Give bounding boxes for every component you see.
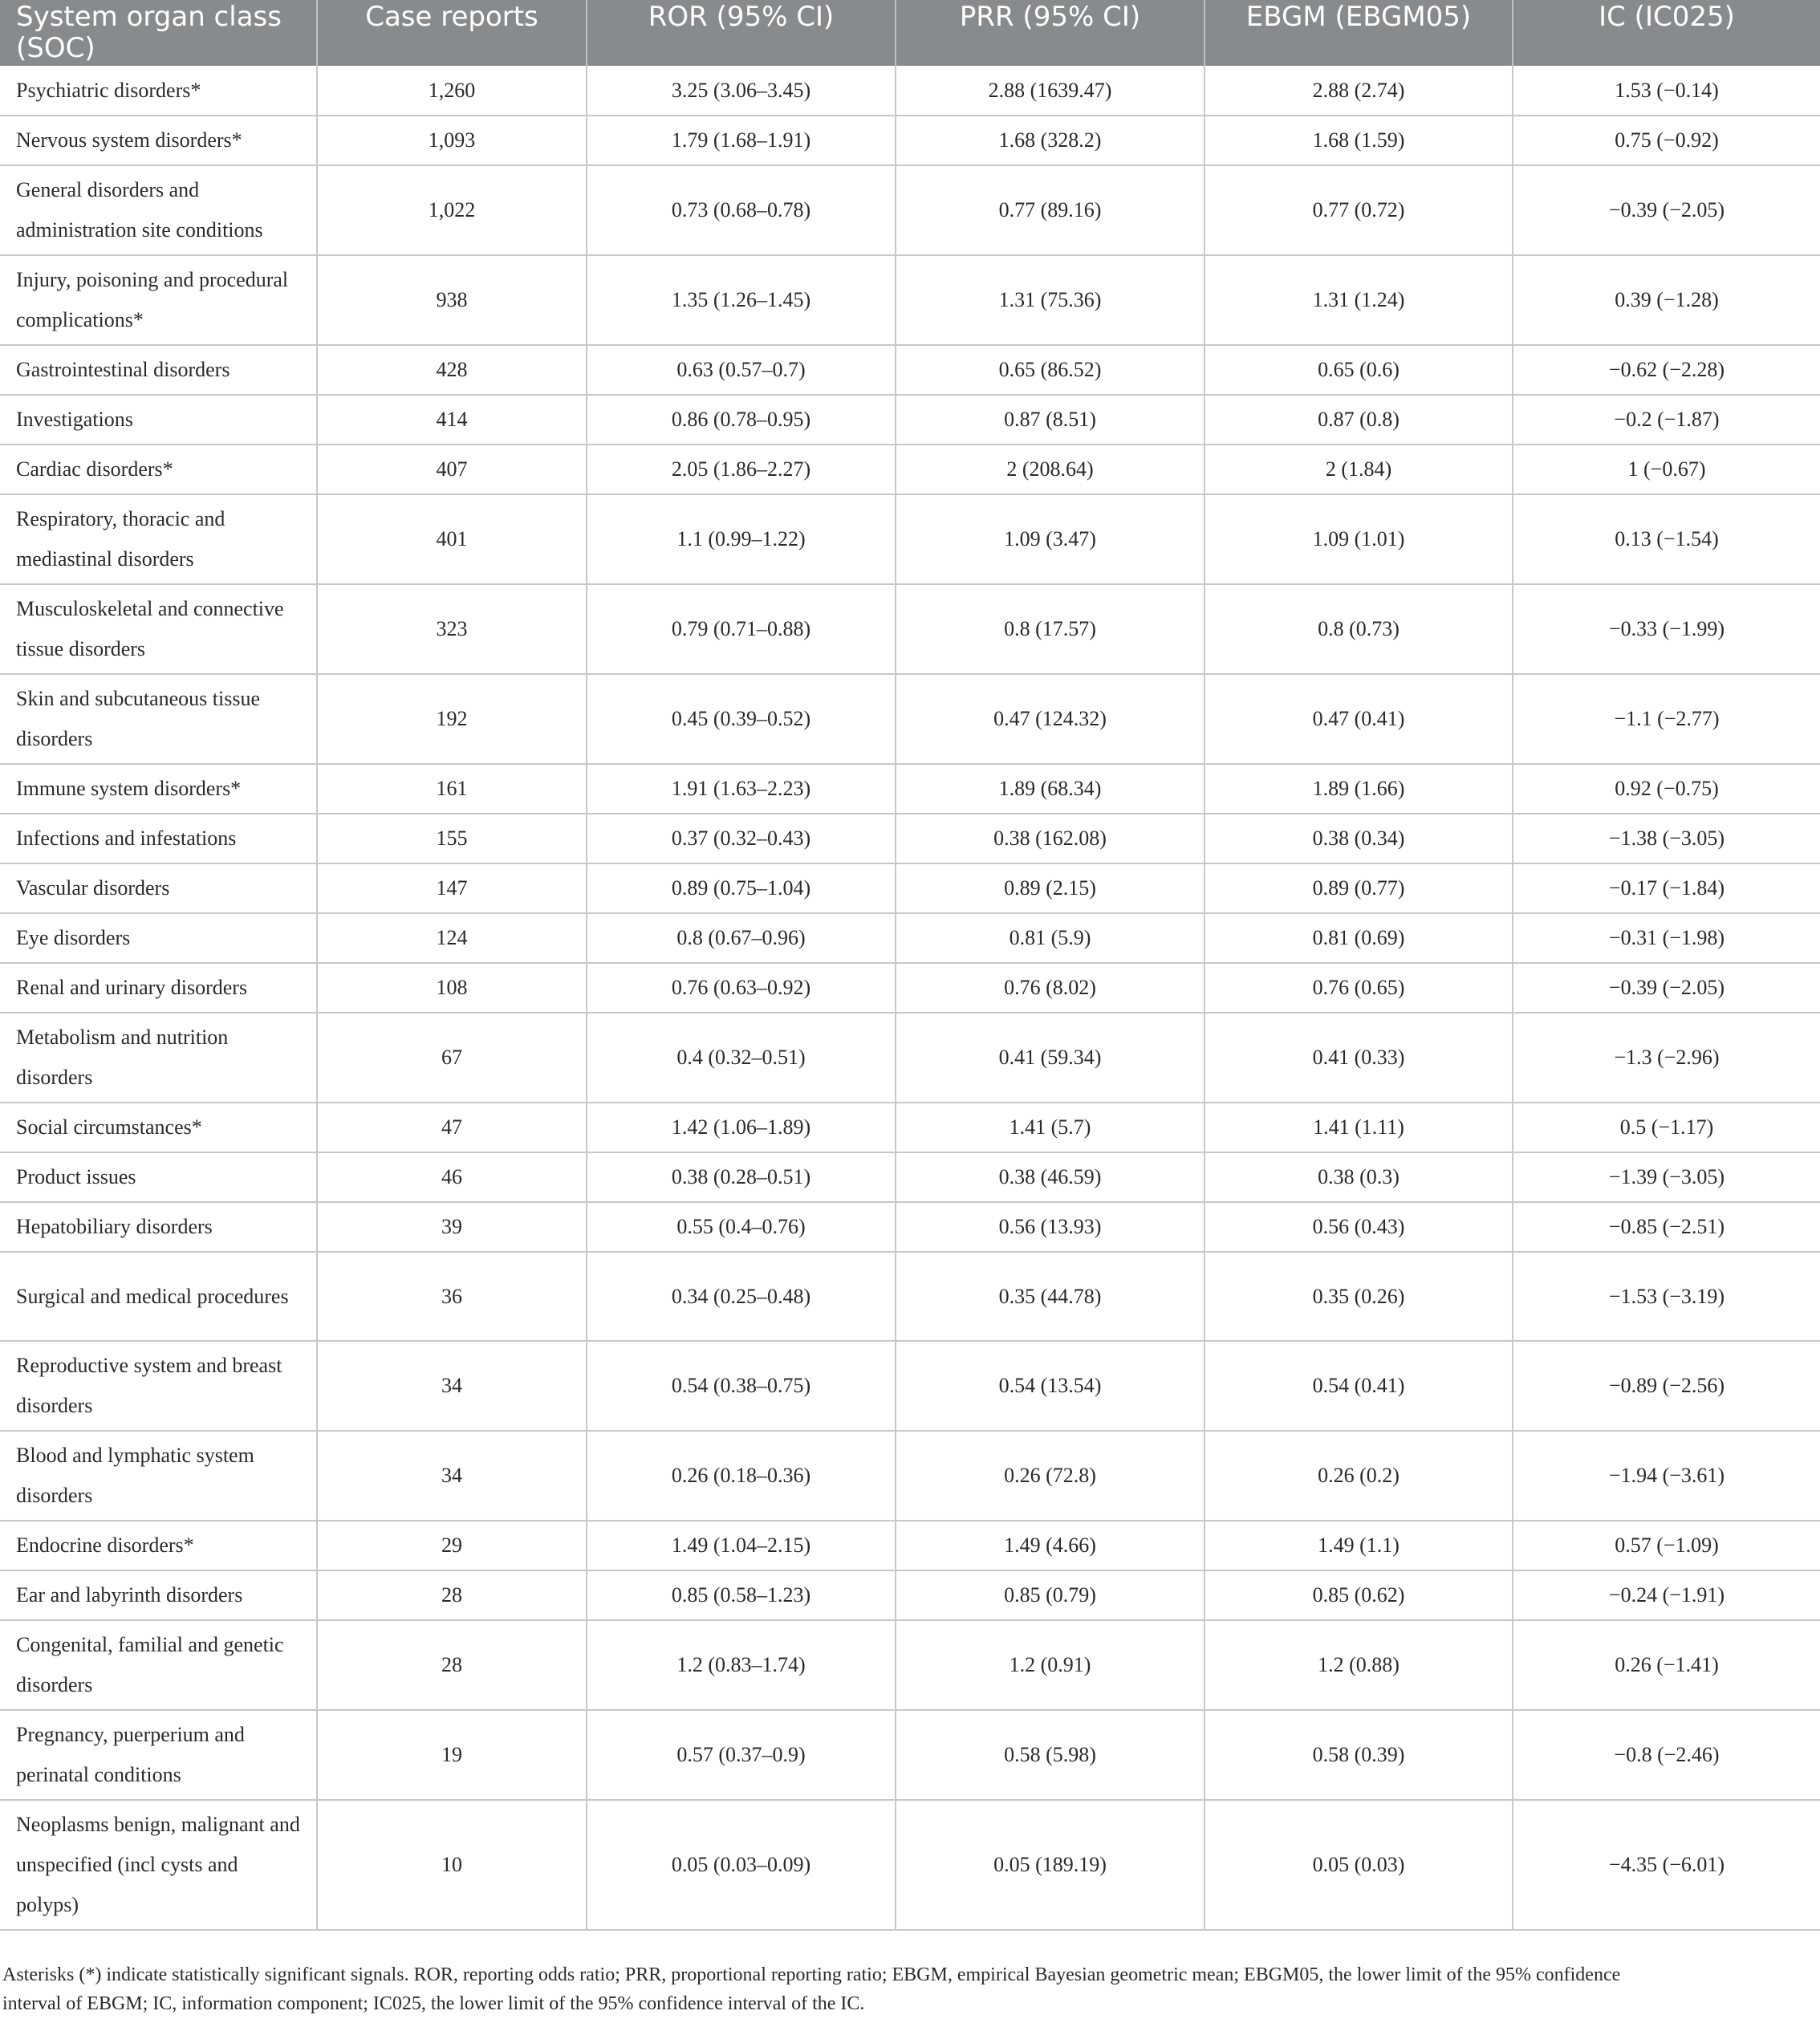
header-prr: PRR (95% CI) xyxy=(896,0,1205,66)
prr-cell: 2.88 (1639.47) xyxy=(896,66,1205,116)
soc-cell: Vascular disorders xyxy=(0,863,317,913)
ic-cell: 0.92 (−0.75) xyxy=(1513,764,1820,814)
prr-cell: 1.31 (75.36) xyxy=(896,255,1205,345)
ebgm-cell: 1.49 (1.1) xyxy=(1205,1521,1513,1570)
ic-cell: −0.17 (−1.84) xyxy=(1513,863,1820,913)
ror-cell: 0.8 (0.67–0.96) xyxy=(587,913,896,963)
table-row xyxy=(0,674,1820,764)
ebgm-cell: 1.31 (1.24) xyxy=(1205,255,1513,345)
table-row xyxy=(0,165,1820,255)
ebgm-cell: 0.35 (0.26) xyxy=(1205,1252,1513,1341)
prr-cell: 0.56 (13.93) xyxy=(896,1202,1205,1252)
soc-cell: Product issues xyxy=(0,1152,317,1202)
header-ic: IC (IC025) xyxy=(1513,0,1820,66)
table-row xyxy=(0,963,1820,1013)
ebgm-cell: 1.41 (1.11) xyxy=(1205,1103,1513,1152)
table-row xyxy=(0,66,1820,116)
soc-cell: Psychiatric disorders* xyxy=(0,66,317,116)
ic-cell: −1.38 (−3.05) xyxy=(1513,814,1820,863)
table-row xyxy=(0,1252,1820,1341)
prr-cell: 0.87 (8.51) xyxy=(896,395,1205,445)
soc-cell: Investigations xyxy=(0,395,317,445)
case-reports-cell: 10 xyxy=(317,1800,587,1930)
soc-cell: Endocrine disorders* xyxy=(0,1521,317,1570)
ic-cell: 0.39 (−1.28) xyxy=(1513,255,1820,345)
soc-cell: Gastrointestinal disorders xyxy=(0,345,317,395)
header-soc: System organ class (SOC) xyxy=(0,0,317,66)
table-row xyxy=(0,1800,1820,1930)
ror-cell: 0.45 (0.39–0.52) xyxy=(587,674,896,764)
prr-cell: 0.47 (124.32) xyxy=(896,674,1205,764)
ebgm-cell: 0.8 (0.73) xyxy=(1205,584,1513,674)
ic-cell: 0.5 (−1.17) xyxy=(1513,1103,1820,1152)
soc-cell: General disorders and administration site conditions xyxy=(0,165,317,255)
table-row xyxy=(0,1103,1820,1152)
prr-cell: 0.35 (44.78) xyxy=(896,1252,1205,1341)
soc-cell: Ear and labyrinth disorders xyxy=(0,1570,317,1620)
prr-cell: 0.81 (5.9) xyxy=(896,913,1205,963)
case-reports-cell: 28 xyxy=(317,1620,587,1710)
soc-cell: Neoplasms benign, malignant and unspecified (incl cysts and polyps) xyxy=(0,1800,317,1930)
ror-cell: 1.35 (1.26–1.45) xyxy=(587,255,896,345)
soc-cell: Respiratory, thoracic and mediastinal disorders xyxy=(0,494,317,584)
soc-cell: Congenital, familial and genetic disorders xyxy=(0,1620,317,1710)
ebgm-cell: 0.56 (0.43) xyxy=(1205,1202,1513,1252)
ebgm-cell: 0.38 (0.3) xyxy=(1205,1152,1513,1202)
soc-cell: Injury, poisoning and procedural complications* xyxy=(0,255,317,345)
prr-cell: 0.58 (5.98) xyxy=(896,1710,1205,1800)
case-reports-cell: 47 xyxy=(317,1103,587,1152)
ebgm-cell: 0.47 (0.41) xyxy=(1205,674,1513,764)
ror-cell: 1.42 (1.06–1.89) xyxy=(587,1103,896,1152)
case-reports-cell: 29 xyxy=(317,1521,587,1570)
table-row xyxy=(0,863,1820,913)
table-row xyxy=(0,1341,1820,1431)
ic-cell: −0.33 (−1.99) xyxy=(1513,584,1820,674)
table-row xyxy=(0,1013,1820,1103)
case-reports-cell: 108 xyxy=(317,963,587,1013)
soc-cell: Reproductive system and breast disorders xyxy=(0,1341,317,1431)
table-row xyxy=(0,1620,1820,1710)
ic-cell: −0.2 (−1.87) xyxy=(1513,395,1820,445)
ic-cell: 0.75 (−0.92) xyxy=(1513,116,1820,165)
case-reports-cell: 1,260 xyxy=(317,66,587,116)
ic-cell: −1.3 (−2.96) xyxy=(1513,1013,1820,1103)
ic-cell: −1.39 (−3.05) xyxy=(1513,1152,1820,1202)
ror-cell: 0.76 (0.63–0.92) xyxy=(587,963,896,1013)
ic-cell: −4.35 (−6.01) xyxy=(1513,1800,1820,1930)
case-reports-cell: 28 xyxy=(317,1570,587,1620)
prr-cell: 0.38 (46.59) xyxy=(896,1152,1205,1202)
ebgm-cell: 0.85 (0.62) xyxy=(1205,1570,1513,1620)
ror-cell: 1.1 (0.99–1.22) xyxy=(587,494,896,584)
ror-cell: 0.55 (0.4–0.76) xyxy=(587,1202,896,1252)
header-row xyxy=(0,0,1820,66)
prr-cell: 0.85 (0.79) xyxy=(896,1570,1205,1620)
ic-cell: −1.1 (−2.77) xyxy=(1513,674,1820,764)
ror-cell: 1.2 (0.83–1.74) xyxy=(587,1620,896,1710)
table-row xyxy=(0,814,1820,863)
ebgm-cell: 1.2 (0.88) xyxy=(1205,1620,1513,1710)
soc-cell: Skin and subcutaneous tissue disorders xyxy=(0,674,317,764)
soc-cell: Blood and lymphatic system disorders xyxy=(0,1431,317,1521)
prr-cell: 1.41 (5.7) xyxy=(896,1103,1205,1152)
prr-cell: 0.8 (17.57) xyxy=(896,584,1205,674)
ror-cell: 0.86 (0.78–0.95) xyxy=(587,395,896,445)
case-reports-cell: 1,093 xyxy=(317,116,587,165)
case-reports-cell: 401 xyxy=(317,494,587,584)
prr-cell: 0.76 (8.02) xyxy=(896,963,1205,1013)
prr-cell: 1.2 (0.91) xyxy=(896,1620,1205,1710)
case-reports-cell: 34 xyxy=(317,1431,587,1521)
case-reports-cell: 192 xyxy=(317,674,587,764)
ic-cell: −1.94 (−3.61) xyxy=(1513,1431,1820,1521)
ic-cell: −0.8 (−2.46) xyxy=(1513,1710,1820,1800)
prr-cell: 0.41 (59.34) xyxy=(896,1013,1205,1103)
table-row xyxy=(0,913,1820,963)
ror-cell: 0.79 (0.71–0.88) xyxy=(587,584,896,674)
prr-cell: 0.38 (162.08) xyxy=(896,814,1205,863)
soc-cell: Immune system disorders* xyxy=(0,764,317,814)
soc-cell: Surgical and medical procedures xyxy=(0,1252,317,1341)
table-header xyxy=(0,0,1820,66)
case-reports-cell: 39 xyxy=(317,1202,587,1252)
table-row xyxy=(0,1710,1820,1800)
table-row xyxy=(0,1570,1820,1620)
table-row xyxy=(0,584,1820,674)
ror-cell: 0.4 (0.32–0.51) xyxy=(587,1013,896,1103)
ror-cell: 2.05 (1.86–2.27) xyxy=(587,445,896,494)
table-row xyxy=(0,1521,1820,1570)
ror-cell: 0.26 (0.18–0.36) xyxy=(587,1431,896,1521)
ror-cell: 0.37 (0.32–0.43) xyxy=(587,814,896,863)
case-reports-cell: 323 xyxy=(317,584,587,674)
ic-cell: 0.13 (−1.54) xyxy=(1513,494,1820,584)
soc-cell: Hepatobiliary disorders xyxy=(0,1202,317,1252)
case-reports-cell: 46 xyxy=(317,1152,587,1202)
ror-cell: 0.54 (0.38–0.75) xyxy=(587,1341,896,1431)
prr-cell: 1.49 (4.66) xyxy=(896,1521,1205,1570)
ic-cell: −0.39 (−2.05) xyxy=(1513,165,1820,255)
prr-cell: 1.09 (3.47) xyxy=(896,494,1205,584)
soc-cell: Metabolism and nutrition disorders xyxy=(0,1013,317,1103)
ebgm-cell: 0.58 (0.39) xyxy=(1205,1710,1513,1800)
ebgm-cell: 0.89 (0.77) xyxy=(1205,863,1513,913)
ebgm-cell: 0.05 (0.03) xyxy=(1205,1800,1513,1930)
ic-cell: 1 (−0.67) xyxy=(1513,445,1820,494)
table-row xyxy=(0,255,1820,345)
ic-cell: −0.39 (−2.05) xyxy=(1513,963,1820,1013)
ror-cell: 1.79 (1.68–1.91) xyxy=(587,116,896,165)
case-reports-cell: 19 xyxy=(317,1710,587,1800)
table-row xyxy=(0,1202,1820,1252)
ror-cell: 3.25 (3.06–3.45) xyxy=(587,66,896,116)
ebgm-cell: 0.77 (0.72) xyxy=(1205,165,1513,255)
ror-cell: 0.05 (0.03–0.09) xyxy=(587,1800,896,1930)
soc-cell: Eye disorders xyxy=(0,913,317,963)
prr-cell: 0.89 (2.15) xyxy=(896,863,1205,913)
case-reports-cell: 428 xyxy=(317,345,587,395)
case-reports-cell: 124 xyxy=(317,913,587,963)
ror-cell: 1.91 (1.63–2.23) xyxy=(587,764,896,814)
ebgm-cell: 0.41 (0.33) xyxy=(1205,1013,1513,1103)
table-row xyxy=(0,395,1820,445)
ebgm-cell: 0.81 (0.69) xyxy=(1205,913,1513,963)
case-reports-cell: 67 xyxy=(317,1013,587,1103)
case-reports-cell: 155 xyxy=(317,814,587,863)
prr-cell: 0.77 (89.16) xyxy=(896,165,1205,255)
ic-cell: −0.24 (−1.91) xyxy=(1513,1570,1820,1620)
table-row xyxy=(0,1431,1820,1521)
ic-cell: −0.62 (−2.28) xyxy=(1513,345,1820,395)
soc-cell: Infections and infestations xyxy=(0,814,317,863)
prr-cell: 2 (208.64) xyxy=(896,445,1205,494)
ic-cell: −0.31 (−1.98) xyxy=(1513,913,1820,963)
table-row xyxy=(0,116,1820,165)
case-reports-cell: 938 xyxy=(317,255,587,345)
ic-cell: 1.53 (−0.14) xyxy=(1513,66,1820,116)
ebgm-cell: 0.76 (0.65) xyxy=(1205,963,1513,1013)
ic-cell: 0.26 (−1.41) xyxy=(1513,1620,1820,1710)
ebgm-cell: 0.65 (0.6) xyxy=(1205,345,1513,395)
ic-cell: −1.53 (−3.19) xyxy=(1513,1252,1820,1341)
ic-cell: −0.85 (−2.51) xyxy=(1513,1202,1820,1252)
ror-cell: 0.57 (0.37–0.9) xyxy=(587,1710,896,1800)
soc-cell: Cardiac disorders* xyxy=(0,445,317,494)
soc-cell: Nervous system disorders* xyxy=(0,116,317,165)
soc-cell: Pregnancy, puerperium and perinatal conditions xyxy=(0,1710,317,1800)
header-ror: ROR (95% CI) xyxy=(587,0,896,66)
ror-cell: 0.85 (0.58–1.23) xyxy=(587,1570,896,1620)
prr-cell: 0.26 (72.8) xyxy=(896,1431,1205,1521)
table-row xyxy=(0,764,1820,814)
ror-cell: 0.73 (0.68–0.78) xyxy=(587,165,896,255)
case-reports-cell: 414 xyxy=(317,395,587,445)
ebgm-cell: 1.89 (1.66) xyxy=(1205,764,1513,814)
case-reports-cell: 36 xyxy=(317,1252,587,1341)
ror-cell: 0.38 (0.28–0.51) xyxy=(587,1152,896,1202)
header-ebgm: EBGM (EBGM05) xyxy=(1205,0,1513,66)
ror-cell: 1.49 (1.04–2.15) xyxy=(587,1521,896,1570)
header-case-reports: Case reports xyxy=(317,0,587,66)
ebgm-cell: 0.87 (0.8) xyxy=(1205,395,1513,445)
case-reports-cell: 147 xyxy=(317,863,587,913)
case-reports-cell: 161 xyxy=(317,764,587,814)
prr-cell: 0.05 (189.19) xyxy=(896,1800,1205,1930)
soc-cell: Musculoskeletal and connective tissue disorders xyxy=(0,584,317,674)
prr-cell: 0.54 (13.54) xyxy=(896,1341,1205,1431)
ebgm-cell: 1.09 (1.01) xyxy=(1205,494,1513,584)
case-reports-cell: 407 xyxy=(317,445,587,494)
prr-cell: 1.68 (328.2) xyxy=(896,116,1205,165)
ic-cell: −0.89 (−2.56) xyxy=(1513,1341,1820,1431)
ror-cell: 0.63 (0.57–0.7) xyxy=(587,345,896,395)
case-reports-cell: 34 xyxy=(317,1341,587,1431)
table-row xyxy=(0,494,1820,584)
prr-cell: 0.65 (86.52) xyxy=(896,345,1205,395)
ebgm-cell: 0.54 (0.41) xyxy=(1205,1341,1513,1431)
ic-cell: 0.57 (−1.09) xyxy=(1513,1521,1820,1570)
ebgm-cell: 1.68 (1.59) xyxy=(1205,116,1513,165)
soc-cell: Social circumstances* xyxy=(0,1103,317,1152)
soc-cell: Renal and urinary disorders xyxy=(0,963,317,1013)
prr-cell: 1.89 (68.34) xyxy=(896,764,1205,814)
table-footnote: Asterisks (*) indicate statistically significant signals. ROR, reporting odds ratio; PRR, proportional reporting ratio; EBGM, empirical Bayesian geometric mean; EBGM05, the lower limit of the 95% confidence interval of EBGM; IC, information component; IC025, the lower limit of the 95% confidence interval of the IC. xyxy=(2,1964,1621,2014)
ebgm-cell: 0.38 (0.34) xyxy=(1205,814,1513,863)
ror-cell: 0.34 (0.25–0.48) xyxy=(587,1252,896,1341)
ebgm-cell: 2 (1.84) xyxy=(1205,445,1513,494)
case-reports-cell: 1,022 xyxy=(317,165,587,255)
ebgm-cell: 0.26 (0.2) xyxy=(1205,1431,1513,1521)
table-row xyxy=(0,345,1820,395)
table-body xyxy=(0,66,1820,1930)
table-row xyxy=(0,445,1820,494)
ror-cell: 0.89 (0.75–1.04) xyxy=(587,863,896,913)
table-row xyxy=(0,1152,1820,1202)
ebgm-cell: 2.88 (2.74) xyxy=(1205,66,1513,116)
